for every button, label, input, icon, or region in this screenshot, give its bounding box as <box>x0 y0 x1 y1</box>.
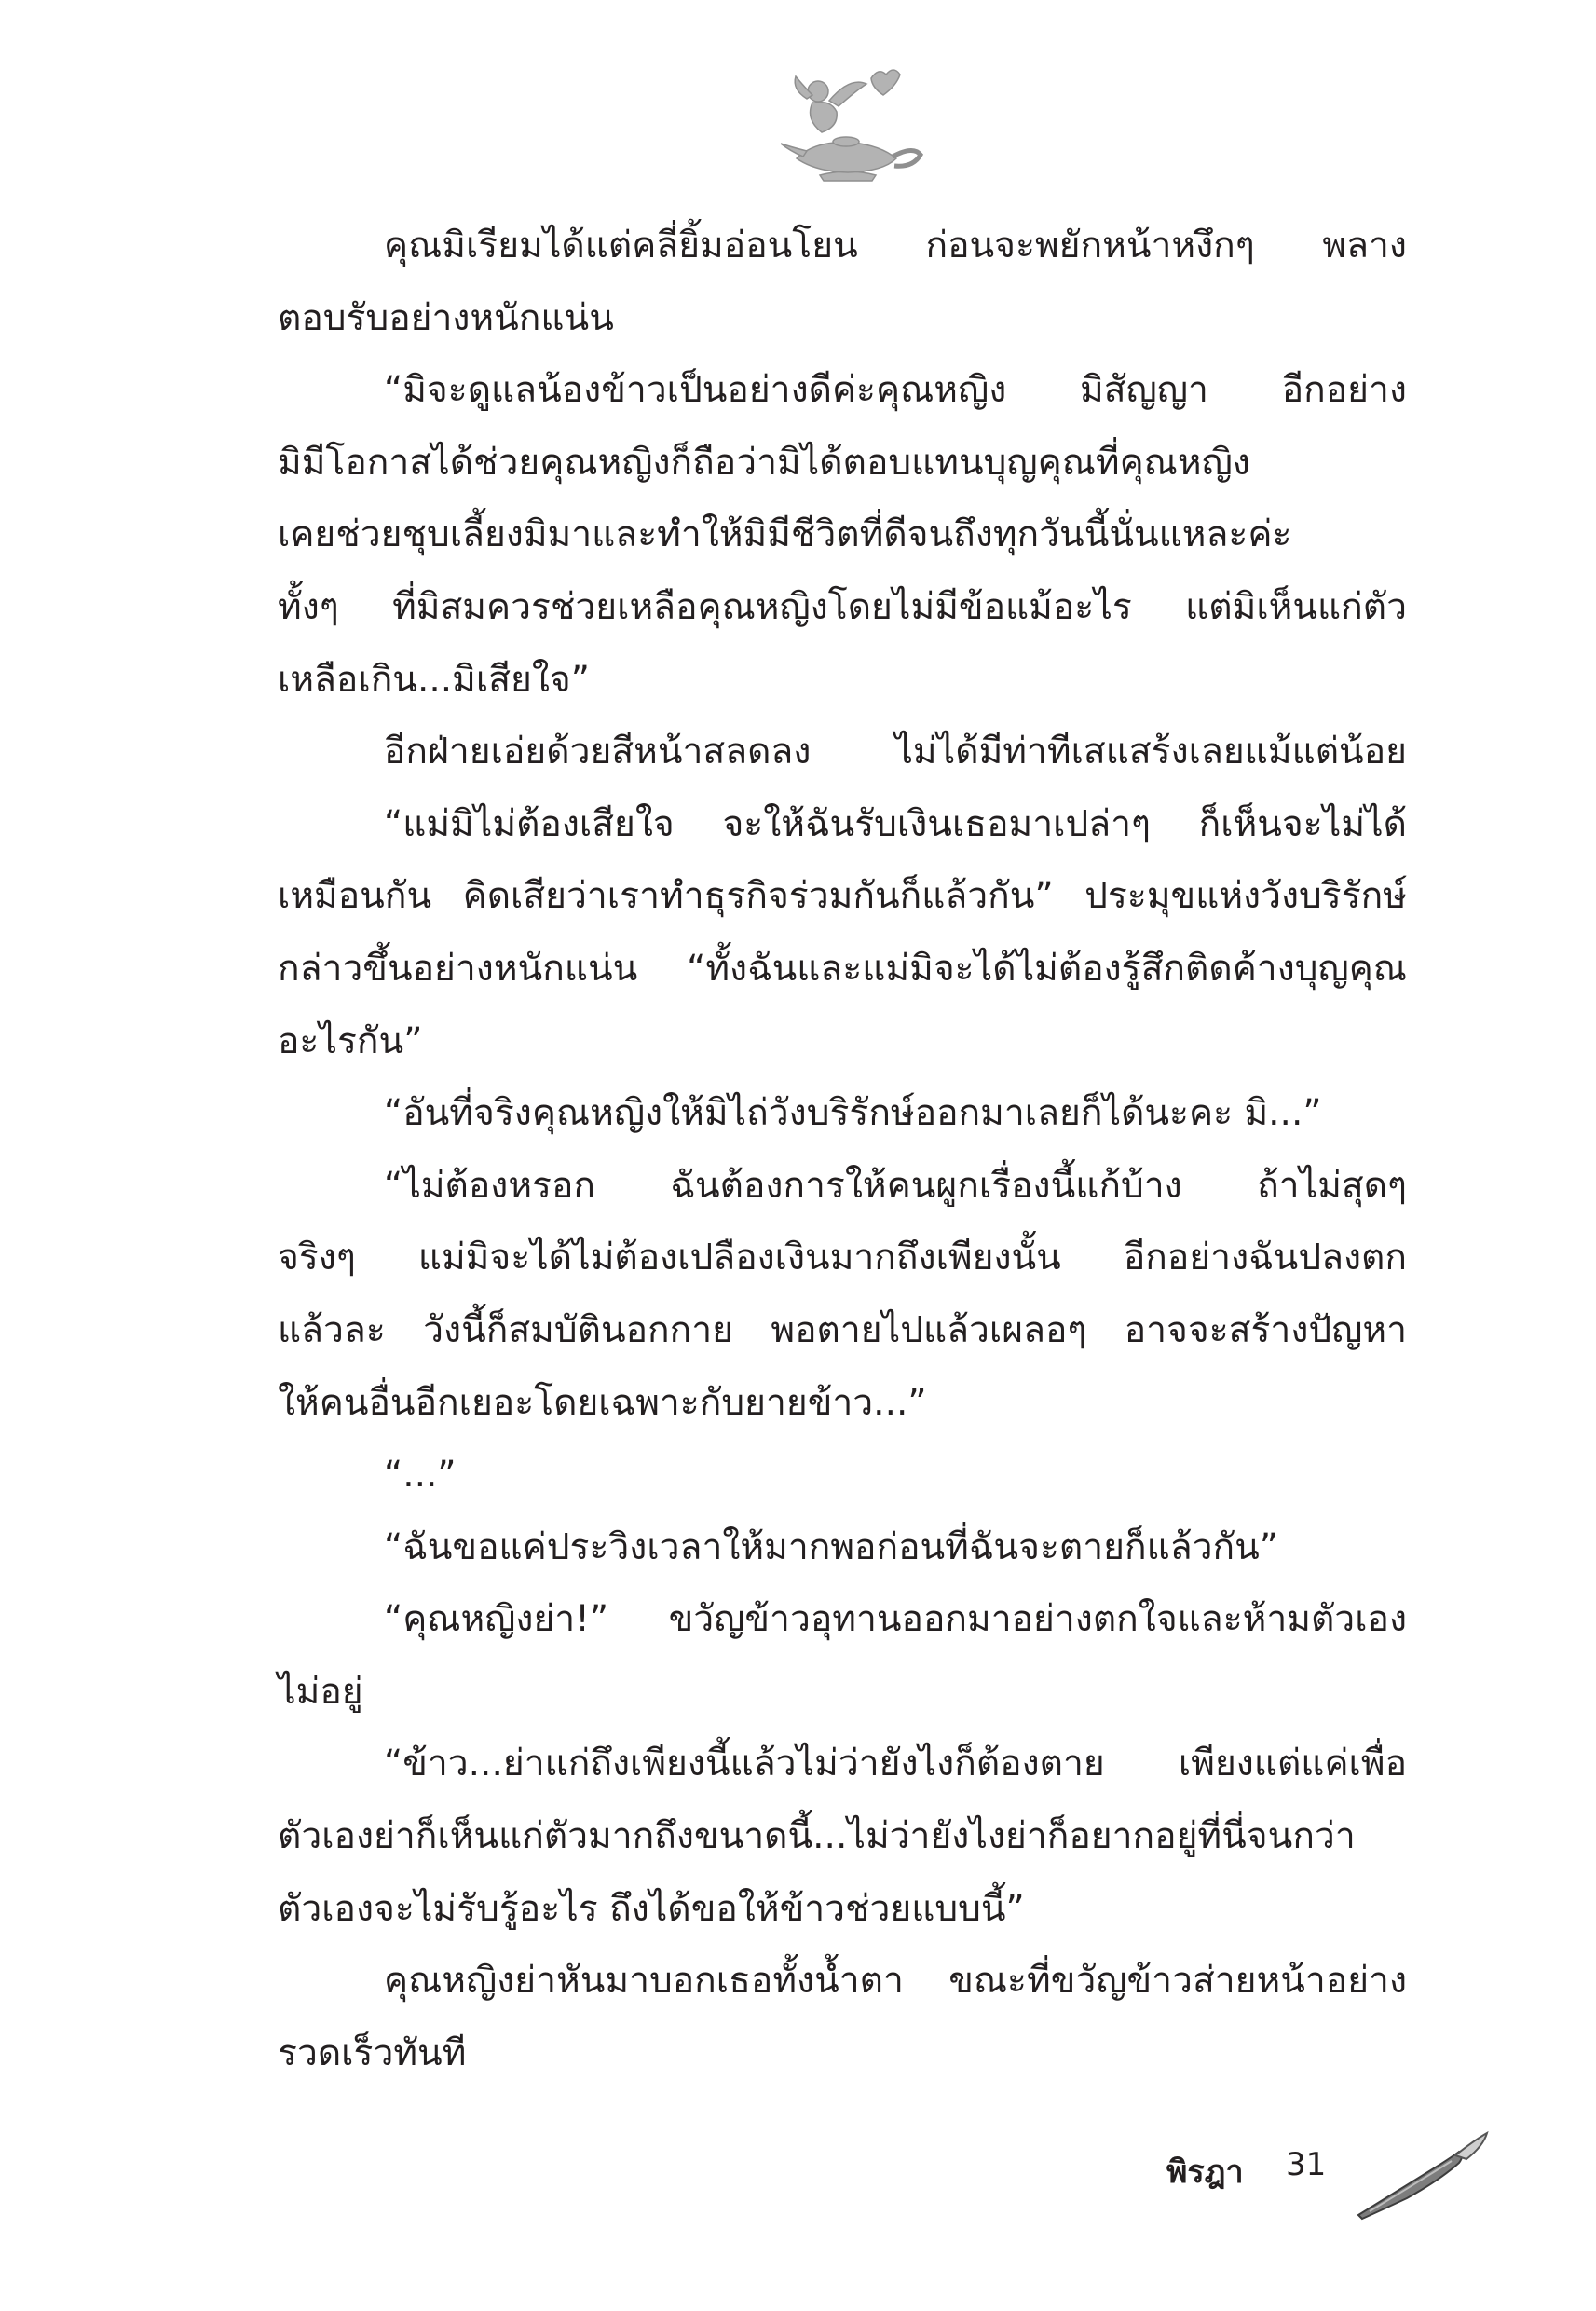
text-segment: พลาง <box>1322 225 1407 267</box>
text-segment: วังนี้ก็สมบัตินอกกาย <box>423 1308 734 1351</box>
text-line <box>278 499 1407 571</box>
text-segment: “มิจะดูแลน้องข้าวเป็นอย่างดีค่ะคุณหญิง <box>384 369 1007 412</box>
text-segment: “คุณหญิงย่า!” <box>384 1598 609 1641</box>
text-segment: คุณมิเรียมได้แต่คลี่ยิ้มอ่อนโยน <box>384 225 858 267</box>
text-line <box>278 427 1407 499</box>
text-line <box>278 644 1407 717</box>
text-segment: คุณหญิงย่าหันมาบอกเธอทั้งน้ำตา <box>384 1960 904 2003</box>
text-line <box>278 1728 1407 1800</box>
text-segment: เคยช่วยชุบเลี้ยงมิมาและทำให้มิมีชีวิตที่ดีจนถึงทุกวันนี้นั่นแหละค่ะ <box>278 513 1292 556</box>
text-segment: จริงๆ <box>278 1237 356 1279</box>
text-segment: มิ...” <box>1233 1092 1322 1135</box>
text-segment: กล่าวขึ้นอย่างหนักแน่น <box>278 947 638 990</box>
text-segment: แต่มิเห็นแก่ตัว <box>1185 585 1407 628</box>
text-line <box>278 354 1407 427</box>
text-segment: รวดเร็วทันที <box>278 2031 467 2074</box>
text-segment: ไม่อยู่ <box>278 1670 363 1713</box>
text-line <box>278 2017 1407 2090</box>
text-segment: ฉันต้องการให้คนผูกเรื่องนี้แก้บ้าง <box>670 1164 1182 1207</box>
text-segment: เพียงแต่แค่เพื่อ <box>1178 1743 1407 1785</box>
text-line <box>278 1439 1407 1511</box>
text-segment: “ฉันขอแค่ประวิงเวลาให้มากพอก่อนที่ฉันจะตายก็แล้วกัน” <box>384 1525 1278 1568</box>
text-segment: อีกอย่างฉันปลงตก <box>1123 1237 1407 1279</box>
body-text <box>278 210 1407 2089</box>
text-line <box>278 716 1407 788</box>
text-line <box>278 282 1407 355</box>
text-segment: แล้วละ <box>278 1308 386 1351</box>
text-line <box>278 1945 1407 2017</box>
knife-icon <box>1351 2129 1491 2222</box>
text-line <box>278 1294 1407 1367</box>
text-line <box>278 1222 1407 1294</box>
text-line <box>278 1583 1407 1656</box>
text-segment: ขณะที่ขวัญข้าวส่ายหน้าอย่าง <box>948 1960 1407 2003</box>
text-segment: มิสัญญา <box>1080 369 1208 412</box>
text-segment: ก็เห็นจะไม่ได้ <box>1198 802 1407 845</box>
text-segment: อีกฝ่ายเอ่ยด้วยสีหน้าสลดลง <box>384 731 812 773</box>
text-segment: “ไม่ต้องหรอก <box>384 1164 596 1207</box>
text-line <box>278 1800 1407 1873</box>
text-line <box>278 1873 1407 1946</box>
text-segment: พอตายไปแล้วเผลอๆ <box>771 1308 1087 1351</box>
text-segment: “แม่มิไม่ต้องเสียใจ <box>384 802 675 845</box>
text-segment: ถึงได้ขอให้ข้าวช่วยแบบนี้” <box>597 1887 1025 1930</box>
text-segment: แม่มิจะได้ไม่ต้องเปลืองเงินมากถึงเพียงนั้น <box>417 1237 1061 1279</box>
text-segment: ไม่ได้มีท่าทีเสแสร้งเลยแม้แต่น้อย <box>894 731 1407 773</box>
text-segment: อาจจะสร้างปัญหา <box>1124 1308 1407 1351</box>
text-segment: ก่อนจะพยักหน้าหงึกๆ <box>925 225 1255 267</box>
genie-lamp-with-cherub-icon <box>764 54 932 185</box>
text-line <box>278 1367 1407 1440</box>
text-line <box>278 1077 1407 1150</box>
text-line <box>278 1656 1407 1729</box>
text-segment: เหมือนกัน <box>278 875 432 918</box>
text-segment: “ข้าว...ย่าแก่ถึงเพียงนี้แล้วไม่ว่ายังไงก็ต้องตาย <box>384 1743 1105 1785</box>
text-segment: จะให้ฉันรับเงินเธอมาเปล่าๆ <box>722 802 1151 845</box>
text-segment: ทั้งๆ <box>278 585 339 628</box>
text-segment: เหลือเกิน...มิเสียใจ” <box>278 658 590 701</box>
page-footer <box>1118 2129 1509 2232</box>
text-line <box>278 571 1407 644</box>
running-title: พิรฎา <box>1166 2154 1244 2191</box>
text-line <box>278 1511 1407 1584</box>
page-number: 31 <box>1286 2146 1327 2183</box>
text-segment: ให้คนอื่นอีกเยอะโดยเฉพาะกับยายข้าว...” <box>278 1381 927 1424</box>
text-line <box>278 860 1407 933</box>
text-segment: อะไรกัน” <box>278 1019 423 1062</box>
text-segment: ที่มิสมควรช่วยเหลือคุณหญิงโดยไม่มีข้อแม้อะไร <box>392 585 1132 628</box>
text-segment: ตอบรับอย่างหนักแน่น <box>278 296 614 339</box>
text-line <box>278 210 1407 282</box>
text-segment: “...” <box>384 1454 457 1497</box>
text-segment: “ทั้งฉันและแม่มิจะได้ไม่ต้องรู้สึกติดค้างบุญคุณ <box>687 947 1407 990</box>
text-line <box>278 1005 1407 1078</box>
text-segment: มิมีโอกาสได้ช่วยคุณหญิงก็ถือว่ามิได้ตอบแทนบุญคุณที่คุณหญิง <box>278 441 1250 484</box>
text-segment: “อันที่จริงคุณหญิงให้มิไถ่วังบริรักษ์ออกมาเลยก็ได้นะคะ <box>384 1092 1234 1135</box>
text-line <box>278 788 1407 861</box>
text-segment: ถ้าไม่สุดๆ <box>1257 1164 1407 1207</box>
text-segment: ตัวเองจะไม่รับรู้อะไร <box>278 1887 598 1930</box>
text-segment: คิดเสียว่าเราทำธุรกิจร่วมกันก็แล้วกัน” <box>462 875 1054 918</box>
text-segment: ขวัญข้าวอุทานออกมาอย่างตกใจและห้ามตัวเอง <box>668 1598 1407 1641</box>
text-segment: อีกอย่าง <box>1281 369 1407 412</box>
text-segment: ประมุขแห่งวังบริรักษ์ <box>1084 875 1407 918</box>
text-segment: ตัวเองย่าก็เห็นแก่ตัวมากถึงขนาดนี้...ไม่ว่ายังไงย่าก็อยากอยู่ที่นี่จนกว่า <box>278 1815 1356 1858</box>
text-line <box>278 1150 1407 1223</box>
text-line <box>278 933 1407 1005</box>
